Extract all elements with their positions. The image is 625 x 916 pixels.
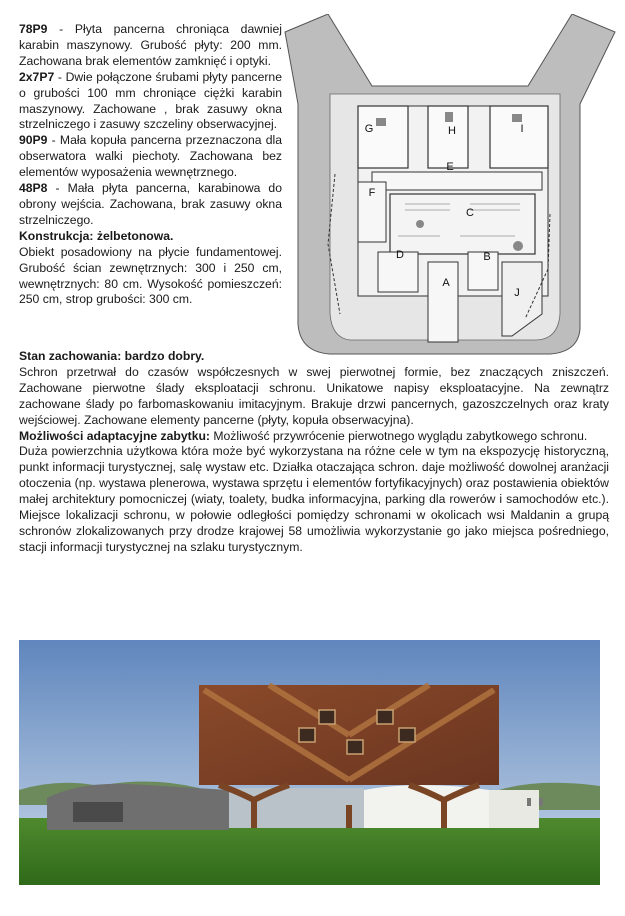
plan-label-h: H bbox=[448, 125, 456, 137]
element-48p8: 48P8 - Mała płyta pancerna, karabinowa do obrony wejścia. Zachowana, brak zasuwy okna strzelniczego. bbox=[19, 181, 282, 227]
plan-label-i: I bbox=[520, 123, 524, 135]
plan-label-j: J bbox=[514, 287, 520, 299]
adaptation-paragraph: Duża powierzchnia użytkowa która może być wykorzystana na różne cele w tym na ekspozycję historyczną, punkt informacji turystycznej, salę wystaw etc. Działka otaczająca schron. daje możliwość dowolnej aranżacji otoczenia (np. wystawa plenerowa, wystawa sprzętu i elementów fortyfikacyjnych) oraz postawienia obiektów małej architektury pomocniczej (wiaty, toalety, budka informacyjna, parking dla rowerów i samochodów etc.). Miejsce lokalizacji schronu, w połowie odległości pomiędzy schronami w okolicach wsi Maldanin a grupą schronów zlokalizowanych przy drodze krajowej 58 umożliwia wykorzystanie go jako miejsca pośredniego, stacji informacji turystycznej na szlaku turystycznym. bbox=[19, 444, 609, 554]
condition-text: Schron przetrwał do czasów współczesnych w swej pierwotnej formie, bez znaczących zniszczeń. Zachowane pierwotne ślady eksploatacji schronu. Unikatowe napisy eksploatacyjne. Na zewnątrz zachowane ślady po farbomaskowaniu imitacyjnym. Brakuje drzwi pancernych, gazoszczelnych oraz kraty wejściowej. Zachowane elementy pancerne (płyty, kopuła obserwacyjna). bbox=[19, 364, 609, 427]
element-90p9: 90P9 - Mała kopuła pancerna przeznaczona dla obserwatora walki piechoty. Zachowana bez elementów wyposażenia wewnętrznego. bbox=[19, 133, 282, 180]
architectural-render bbox=[19, 640, 600, 885]
bunker-floor-plan bbox=[280, 14, 618, 366]
plan-label-g: G bbox=[364, 123, 374, 135]
condition-heading: Stan zachowania: bardzo dobry. bbox=[19, 349, 205, 363]
construction-heading: Konstrukcja: żelbetonowa. bbox=[19, 228, 174, 243]
armor-elements-column bbox=[19, 22, 282, 308]
plan-label-b: B bbox=[483, 251, 491, 263]
adaptation-intro: Możliwości adaptacyjne zabytku: Możliwość przywrócenie pierwotnego wyglądu zabytkowego schronu. bbox=[19, 428, 588, 443]
element-2x7p7: 2x7P7 - Dwie połączone śrubami płyty pancerne o grubości 100 mm chroniące ciężki karabin maszynowy. Zachowane , brak zasuwy okna strzelniczego i zasuwy szczeliny obserwacyjnej. bbox=[19, 69, 282, 132]
element-78p9: 78P9 - Płyta pancerna chroniąca dawniej karabin maszynowy. Grubość płyty: 200 mm. Zachowana brak elementów zamknięć i optyki. bbox=[19, 22, 282, 68]
plan-label-a: A bbox=[442, 277, 450, 289]
plan-label-d: D bbox=[396, 249, 404, 261]
full-width-text bbox=[19, 349, 609, 556]
construction-text: Obiekt posadowiony na płycie fundamentowej. Grubość ścian zewnętrznych: 300 i 250 cm, wewnętrznych: 80 cm. Wysokość pomieszczeń: 250 cm, strop grubości: 300 cm. bbox=[19, 244, 282, 307]
plan-label-f: F bbox=[368, 187, 376, 199]
plan-label-e: E bbox=[446, 161, 454, 173]
plan-label-c: C bbox=[466, 207, 474, 219]
